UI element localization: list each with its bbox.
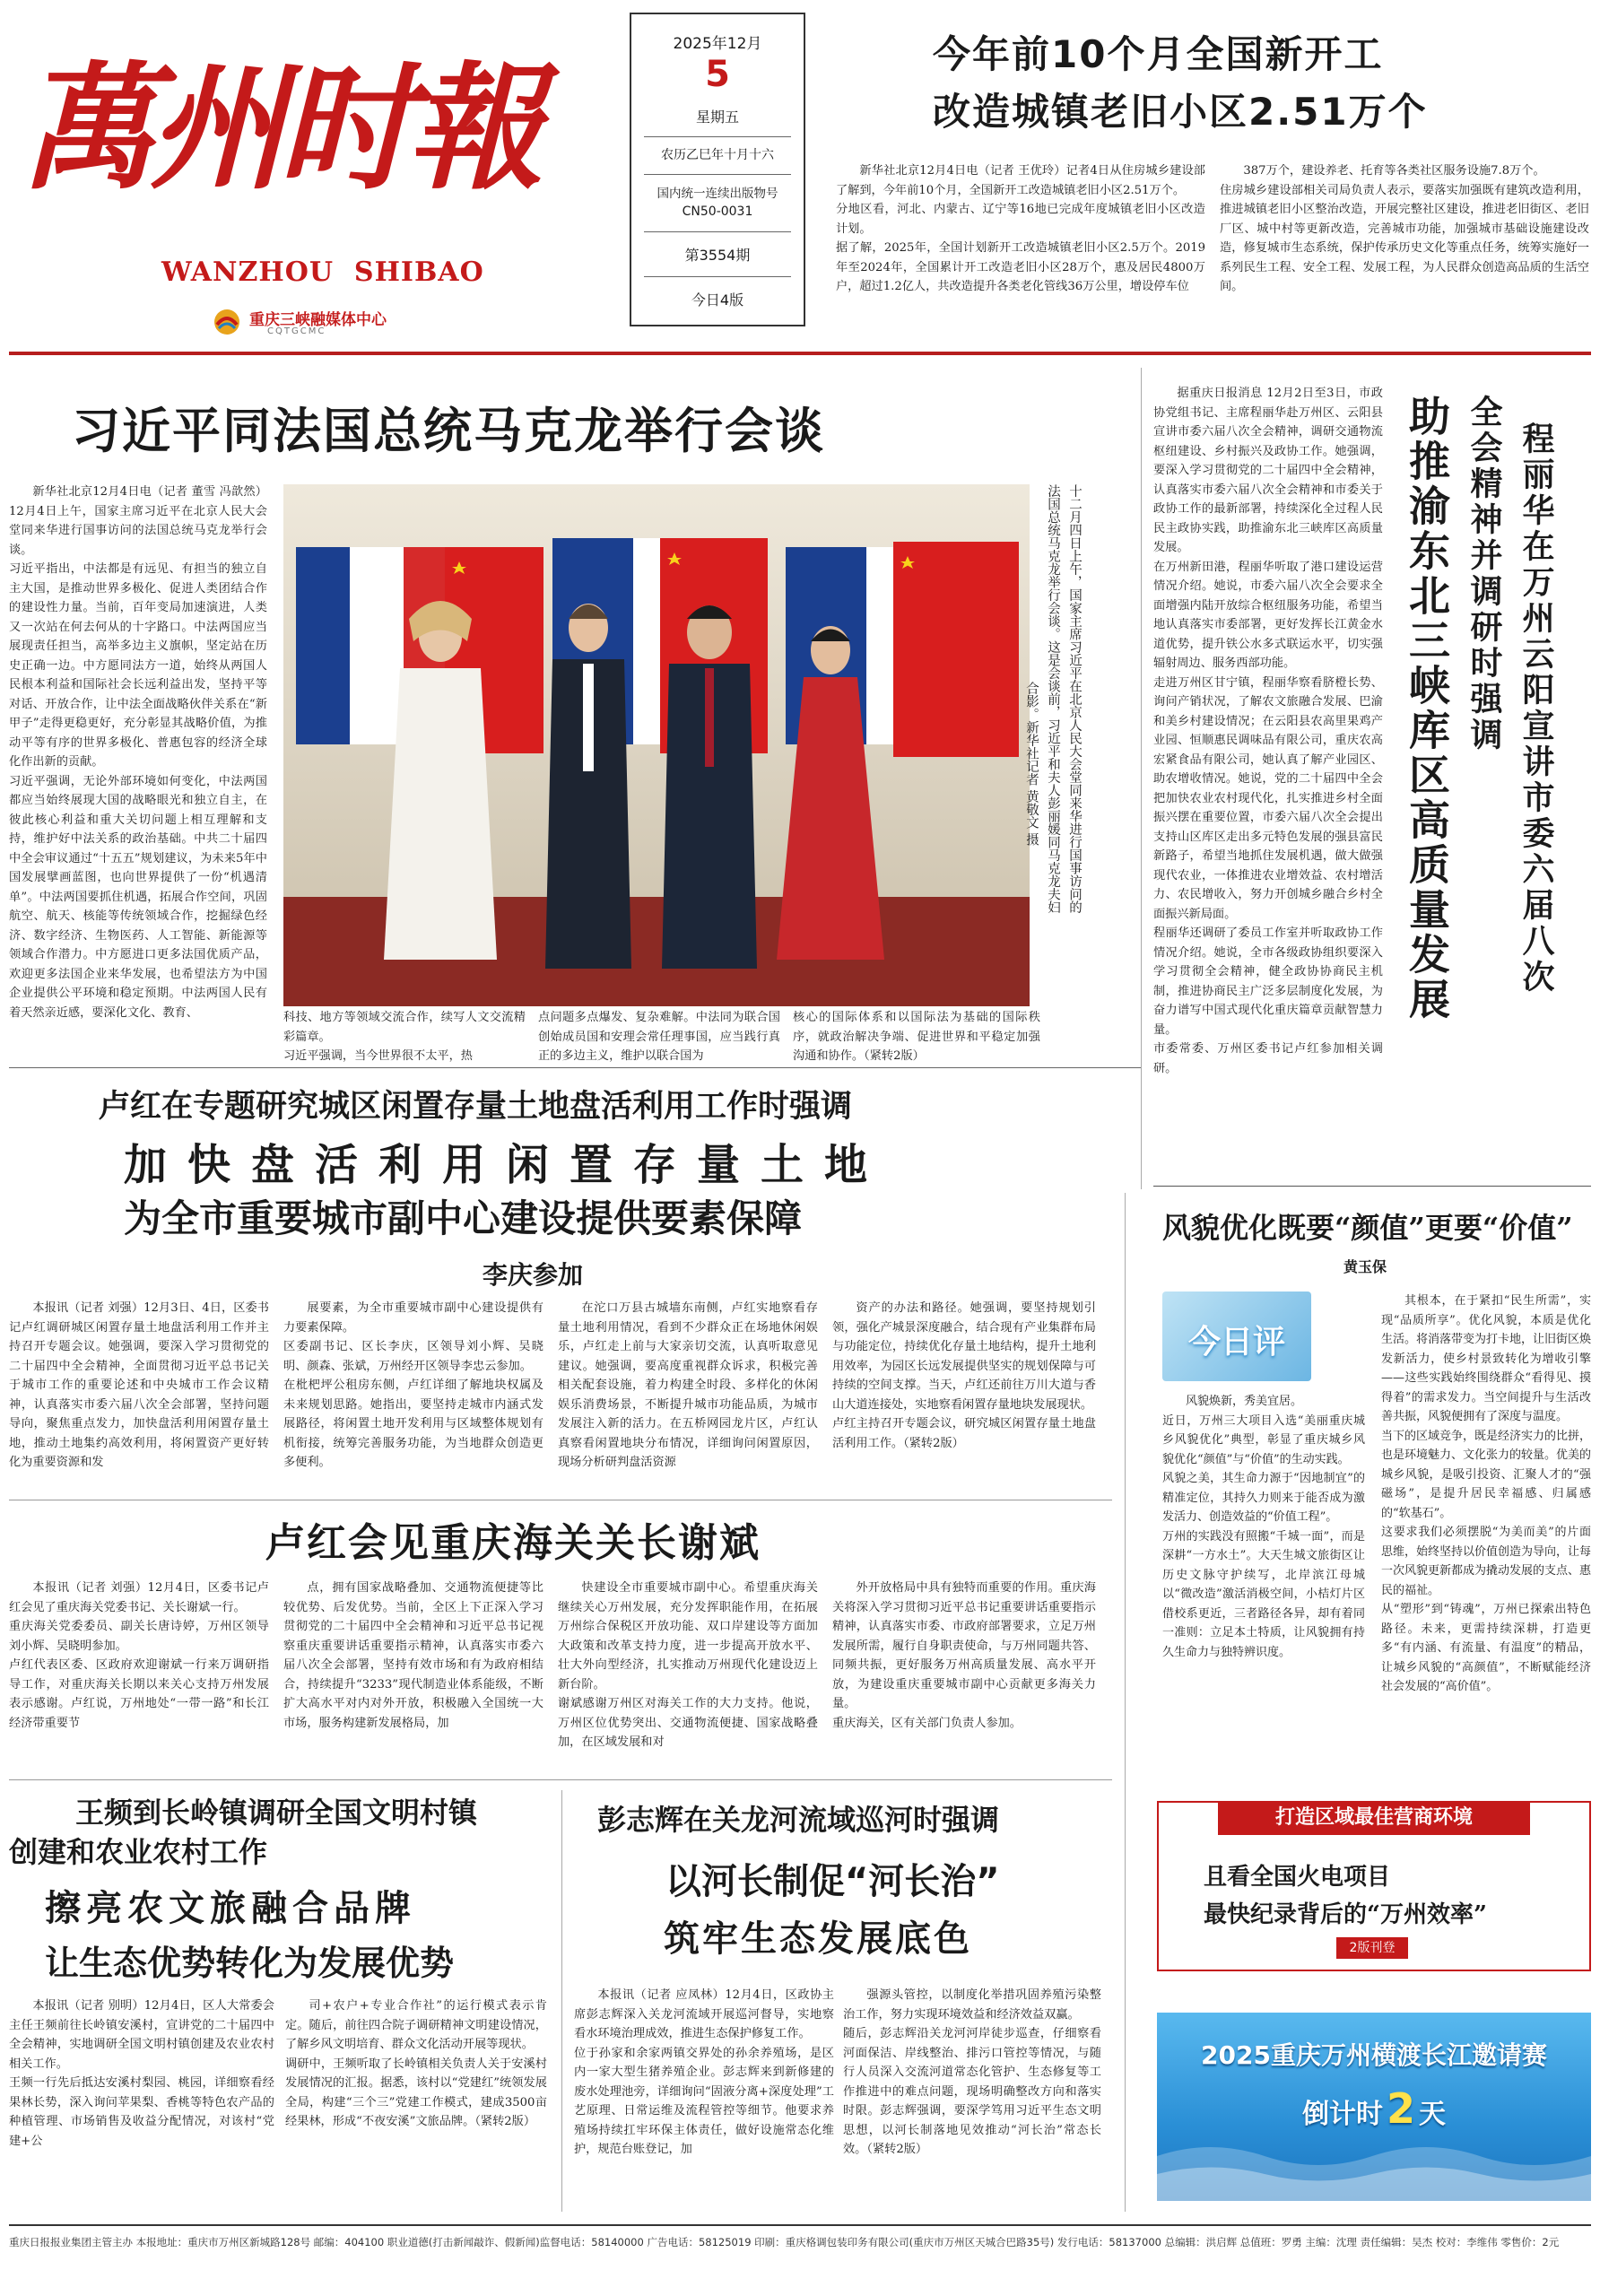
peng-col-1: 本报讯（记者 应凤林）12月4日，区政协主席彭志辉深入关龙河流域开展巡河督导，实地察看水环境治理成效，推进生态保护修复工作。 位于孙家和余家两镇交界处的孙余养殖场，是区内一家大型生猪养殖企业。彭志辉来到新修建的废水处理池旁，详细询问“固液分离+深度处理”工艺原理、日常运维及流程管控等细节。他要求养殖场持续扛牢环保主体责任，做好设施常态化维护，规范台账登记，加: [574, 1988, 834, 2156]
luhong-land-headline-1: 加快盘活利用闲置存量土地: [124, 1140, 889, 1190]
swim-countdown: [1157, 2084, 1591, 2133]
xi-photo-caption-3: 合影。新华社记者 黄敬文 摄: [1024, 682, 1039, 847]
luhong-land-sub: 李庆参加: [483, 1260, 584, 1290]
chengli-subhead-right: 程丽华在万州云阳宣讲市委六届八次: [1517, 422, 1555, 996]
xi-bottom-col-1: 科技、地方等领域交流合作，续写人文交流精彩篇章。 习近平强调，当今世界很不太平，热: [283, 1011, 526, 1063]
luhong-customs-col-4: 外开放格局中具有独特而重要的作用。重庆海关将深入学习贯彻习近平总书记重要讲话重要指示精神，认真落实市委、市政府部署要求，立足万州发展所需，履行自身职责使命，与万州同题共答、同频共振，更好服务万州高质量发展、高水平开放，为建设重庆重要城市副中心贡献更多海关力量。 重庆海关，区有关部门负责人参加。: [832, 1581, 1096, 1730]
commentary-col-1: 风貌焕新，秀美宜居。 近日，万州三大项目入选“美丽重庆城乡风貌优化”典型，彰显了重庆城乡风貌优化“颜值”与“价值”的生动实践。 风貌之美，其生命力源于“因地制宜”的精准定位，其持久力则来于能否成为激发活力、创造效益的“价值工程”。 万州的实践没有照搬“千城一面”，而是深耕“一方水土”。大天生城文旅街区让历史文脉守护续写，北岸滨江母城以“微改造”激活消极空间，小桔灯片区借校系更近，三者路径各异，却有着同一准则：立足本土特质，让风貌拥有持久生命力与独特辨识度。: [1162, 1395, 1365, 1659]
xi-bottom-col-3: 核心的国际体系和以国际法为基础的国际秩序，就政治解决争端、促进世界和平稳定加强沟通和协作。（紧转2版）: [793, 1011, 1040, 1063]
promo-line-2: 最快纪录背后的“万州效率”: [1204, 1901, 1487, 1928]
media-center-name: 重庆三峡融媒体中心: [249, 311, 387, 329]
luhong-customs-col-1: 本报讯（记者 刘强）12月4日，区委书记卢红会见了重庆海关党委书记、关长谢斌一行。 重庆海关党委委员、副关长唐诗婷，万州区领导刘小辉、吴晓明参加。 卢红代表区委、区政府欢迎谢斌一行来万调研指导工作，对重庆海关长期以来关心支持万州发展表示感谢。卢红说，万州地处“一带一路”和长江经济带重要节: [9, 1581, 269, 1730]
luhong-land-col-2: 展要素，为全市重要城市副中心建设提供有力要素保障。 区委副书记、区长李庆，区领导刘小辉、吴晓明、颜森、张斌，万州经开区领导李忠云参加。 在枇杷坪公租房东侧，卢红详细了解地块权属及未来规划思路。她指出，要坚持走城市内涵式发展路径，将闲置土地开发利用与区域整体规划有机衔接，统筹完善服务功能，为当地群众创造更多便利。: [283, 1301, 543, 1469]
issue-lunar: 农历乙巳年十月十六: [661, 148, 774, 162]
luhong-customs-col-2: 点，拥有国家战略叠加、交通物流便捷等比较优势、后发优势。当前，全区上下正深入学习贯彻党的二十届四中全会精神和习近平总书记视察重庆重要讲话重要指示精神，认真落实市委六届八次全会部署，坚持有效市场和有为政府相结合，持续提升“3233”现代制造业体系能级，不断扩大高水平对内对外开放，积极融入全国统一大市场，服务构建新发展格局，加: [283, 1581, 543, 1730]
commentary-col-2: 其根本，在于紧扣“民生所需”，实现“品质所享”。优化风貌，本质是优化生活。将消落带变为打卡地，让旧街区焕发新活力，使乡村景致转化为增收引擎——这些实践始终围绕群众“看得见、摸得着”的需求发力。当空间提升与生活改善共振，风貌便拥有了深度与温度。 当下的区域竞争，既是经济实力的比拼，也是环境魅力、文化张力的较量。优美的城乡风貌，是吸引投资、汇聚人才的“强磁场”，是提升居民幸福感、归属感的“软基石”。 这要求我们必须摆脱“为美而美”的片面思维，始终坚持以价值创造为导向，让每一次风貌更新都成为撬动发展的支点、惠民的福祉。 从“塑形”到“铸魂”，万州已探索出特色路径。未来，更需持续深耕，打造更多“有内涵、有流量、有温度”的精品，让城乡风貌的“高颜值”，不断赋能经济社会发展的“高价值”。: [1381, 1294, 1591, 1693]
peng-headline-2: 筑牢生态发展底色: [664, 1918, 972, 1960]
peng-subhead: 彭志辉在关龙河流域巡河时强调: [597, 1803, 1000, 1837]
swim-title: 2025重庆万州横渡长江邀请赛: [1201, 2040, 1547, 2070]
commentary-badge: [1162, 1292, 1311, 1381]
luhong-land-col-4: 资产的办法和路径。她强调，要坚持规划引领，强化产城景深度融合，结合现有产业集群布局与功能定位，持续优化存量土地结构，提升土地利用效率，为园区长远发展提供坚实的规划保障与可持续的空间支撑。当天，卢红还前往万川大道与香山大道连接处，实地察看闲置存量地块发展现状。 卢红主持召开专题会议，研究城区闲置存量土地盘活利用工作。（紧转2版）: [832, 1301, 1096, 1450]
xi-bottom-col-2: 点问题多点爆发、复杂难解。中法同为联合国创始成员国和安理会常任理事国，应当践行真正的多边主义，维护以联合国为: [538, 1011, 780, 1063]
wangpin-col-1: 本报讯（记者 别明）12月4日，区人大常委会主任王频前往长岭镇安溪村，宣讲党的二十届四中全会精神，实地调研全国文明村镇创建及农业农村相关工作。 王频一行先后抵达安溪村梨园、桃园，详细察看经果林长势，深入询问苹果梨、香桃等特色农产品的种植管理、市场销售及收益分配情况，对该村“党建+公: [9, 1999, 274, 2148]
luhong-land-headline-2: 为全市重要城市副中心建设提供要素保障: [124, 1196, 803, 1240]
meeting-photo-illustration: [283, 484, 1030, 1006]
wangpin-subhead-2: 创建和农业农村工作: [9, 1835, 268, 1869]
luhong-customs-col-3: 快建设全市重要城市副中心。希望重庆海关继续关心万州发展，充分发挥职能作用，在拓展万州综合保税区开放功能、双口岸建设等方面加大政策和改革支持力度，进一步提高开放水平、壮大外向型经济，扎实推动万州现代化建设迈上新台阶。 谢斌感谢万州区对海关工作的大力支持。他说，万州区位优势突出、交通物流便捷、国家战略叠加，在区域发展和对: [558, 1581, 818, 1749]
commentary-badge-text: 今日评: [1187, 1324, 1285, 1361]
wangpin-col-2: 司+农户+专业合作社”的运行模式表示肯定。随后，前往四合院子调研精神文明建设情况，了解乡风文明培育、群众文化活动开展等现状。 调研中，王频听取了长岭镇相关负责人关于安溪村发展情况的汇报。据悉，该村以“党建红”统领发展全局，构建“三个三”党建工作模式，建成3500亩经果林，形成“不夜安溪”文旅品牌。（紧转2版）: [285, 1999, 547, 2128]
issue-pages: 今日4版: [691, 291, 744, 309]
chengli-subhead-mid: 全会精神并调研时强调: [1465, 395, 1503, 753]
xi-headline: 习近平同法国总统马克龙举行会谈: [72, 403, 825, 459]
commentary-headline: 风貌优化既要“颜值”更要“价值”: [1162, 1211, 1573, 1245]
issue-number: 第3554期: [684, 247, 751, 264]
wangpin-headline-1: 擦亮农文旅融合品牌: [45, 1888, 416, 1929]
xi-photo-caption-1: 十二月四日上午，国家主席习近平在北京人民大会堂同来华进行国事访问的: [1067, 484, 1082, 914]
wangpin-headline-2: 让生态优势转化为发展优势: [45, 1944, 455, 1983]
footer-info: 重庆日报报业集团主管主办 本报地址：重庆市万州区新城路128号 邮编：404100 职业道德(打击新闻敲诈、假新闻)监督电话：58140000 广告电话：58125019 印刷：重庆格调包装印务有限公司(重庆市万州区天城合巴路35号) 发行电话：58137000 总编辑：洪启辉 总值班：罗勇 主编：沈理 责任编辑：吴杰 校对：李维伟 零售价：2元: [9, 2236, 1560, 2248]
issue-weekday: 星期五: [695, 109, 739, 126]
xi-macron-photo: [283, 484, 1030, 1006]
divider: [1153, 1186, 1591, 1187]
swim-countdown-pre: 倒计时: [1301, 2099, 1383, 2130]
swim-banner[interactable]: [1157, 2013, 1591, 2201]
chengli-text: 据重庆日报消息 12月2日至3日，市政协党组书记、主席程丽华赴万州区、云阳县宣讲市委六届八次全会精神，调研交通物流枢纽建设、乡村振兴及政协工作。她强调，要深入学习贯彻党的二十届四中全会精神，认真落实市委六届八次全会精神和市委关于政协工作的最新部署，持续深化全过程人民民主政协实践，助推渝东北三峡库区高质量发展。 在万州新田港，程丽华听取了港口建设运营情况介绍。她说，市委六届八次全会要求全面增强内陆开放综合枢纽服务功能，希望当地认真落实市委部署，更好发挥长江黄金水道优势，提升铁公水多式联运水平，切实强辐射周边、服务西部功能。 走进万州区甘宁镇，程丽华察看脐橙长势、询问产销状况，了解农文旅融合发展、巴渝和美乡村建设情况；在云阳县农高里果鸡产业园、恒顺惠民调味品有限公司，重庆农高宏紧食品有限公司，她认真了解产业园区、助农增收情况。她说，党的二十届四中全会把加快农业农村现代化，扎实推进乡村全面振兴摆在重要位置，市委六届八次全会提出支持山区库区走出多元特色发展的强县富民新路子，希望当地抓住发展机遇，做大做强现代农业，一体推进农业增效益、农村增活力、农民增收入，努力开创城乡融合乡村全面振兴新局面。 程丽华还调研了委员工作室并听取政协工作情况介绍。她说，全市各级政协组织要深入学习贯彻全会精神，健全政协协商民主机制，推进协商民主广泛多层制度化发展，为奋力谱写中国式现代化重庆篇章贡献智慧力量。 市委常委、万州区委书记卢红参加相关调研。: [1153, 387, 1383, 1075]
peng-headline-1: 以河长制促“河长治”: [665, 1861, 1000, 1902]
divider: [9, 1067, 1141, 1068]
divider: [561, 1790, 562, 2212]
top-story-col-2: 387万个，建设养老、托育等各类社区服务设施7.8万个。 住房城乡建设部相关司局负责人表示，要落实加强既有建筑改造利用，推进城镇老旧小区整治改造，开展完整社区建设，推进老旧街区、老旧厂区、城中村等更新改造，完善城市功能，加强城市基础设施建设改造，修复城市生态系统，保护传承历史文化等重点任务，统筹实施好一系列民生工程、安全工程、发展工程，为人民群众创造高品质的生活空间。: [1220, 164, 1589, 293]
xi-col-1: 新华社北京12月4日电（记者 董雪 冯歆然）12月4日上午，国家主席习近平在北京人民大会堂同来华进行国事访问的法国总统马克龙举行会谈。 习近平指出，中法都是有远见、有担当的独立自主大国，是推动世界多极化、促进人类团结合作的建设性力量。当前，百年变局加速演进，人类又一次站在何去何从的十字路口。中法两国应当展现责任担当，高举多边主义旗帜，坚定站在历史正确一边。中方愿同法方一道，始终从两国人民根本利益和国际社会长远利益出发，坚持平等对话、开放合作，让中法全面战略伙伴关系在“新甲子”走得更稳更好，充分彰显其战略价值，为推动平等有序的世界多极化、普惠包容的经济全球化作出新的贡献。 习近平强调，无论外部环境如何变化，中法两国都应当始终展现大国的战略眼光和独立自主，在彼此核心利益和重大关切问题上相互理解和支持，维护好中法关系的政治基础。中共二十届四中全会审议通过“十五五”规划建议，为未来5年中国发展擘画蓝图，也向世界提供了一份“机遇清单”。中法两国要抓住机遇，拓展合作空间，巩固航空、航天、核能等传统领域合作，挖掘绿色经济、数字经济、生物医药、人工智能、新能源等领域合作潜力。中方愿进口更多法国优质产品，欢迎更多法国企业来华发展，也希望法方为中国企业提供公平环境和稳定预期。中法两国人民有着天然亲近感，要深化文化、教育、: [9, 485, 267, 1020]
commentary-author: 黄玉保: [1343, 1258, 1387, 1275]
masthead-logo: 萬州时報: [20, 48, 536, 208]
top-story-headline-1: 今年前10个月全国新开工: [933, 32, 1384, 76]
swim-countdown-post: 天: [1419, 2099, 1446, 2130]
swim-countdown-number: 2: [1386, 2084, 1415, 2133]
luhong-land-subhead: 卢红在专题研究城区闲置存量土地盘活利用工作时强调: [99, 1088, 853, 1125]
masthead-pinyin: WANZHOU SHIBAO: [161, 257, 484, 288]
top-story-headline-2: 改造城镇老旧小区2.51万个: [933, 90, 1428, 134]
media-center-icon: [212, 307, 242, 337]
xi-photo-caption-2: 法国总统马克龙举行会谈。这是会谈前，习近平和夫人彭丽媛同马克龙夫妇: [1046, 484, 1060, 914]
issue-info-box: [630, 13, 805, 326]
promo-line-1: 且看全国火电项目: [1204, 1864, 1391, 1891]
issue-day: 5: [705, 54, 730, 95]
masthead-rule: [9, 352, 1591, 355]
peng-col-2: 强源头管控，以制度化举措巩固养殖污染整治工作，努力实现环境效益和经济效益双赢。 随后，彭志辉沿关龙河河岸徒步巡查，仔细察看河面保洁、岸线整治、排污口管控等情况，与随行人员深入交流河道常态化管护、生态修复等工作推进中的难点问题，现场明确整改方向和落实时限。彭志辉强调，要深学笃用习近平生态文明思想，以河长制落地见效推动“河长治”常态长效。（紧转2版）: [843, 1988, 1101, 2156]
chengli-headline-main: 助推渝东北三峡库区高质量发展: [1403, 395, 1451, 1022]
media-center-logo: [212, 307, 481, 343]
media-center-abbr: CQTGCMC: [267, 326, 326, 336]
promo-label: 打造区域最佳营商环境: [1218, 1801, 1530, 1835]
divider: [1141, 368, 1142, 1189]
luhong-land-col-3: 在沱口万县古城墙东南侧，卢红实地察看存量土地利用情况，看到不少群众正在场地休闲娱乐，卢红走上前与大家亲切交流，认真听取意见建议。她强调，要高度重视群众诉求，积极完善相关配套设施，着力构建全时段、多样化的休闲娱乐消费场景，不断提升城市功能品质，为城市发展注入新的活力。在五桥网园龙片区，卢红认真察看闲置地块分布情况，详细询问闲置原因，现场分析研判盘活资源: [558, 1301, 818, 1469]
issue-cn-number: CN50-0031: [682, 204, 753, 219]
luhong-customs-headline: 卢红会见重庆海关关长谢斌: [265, 1520, 761, 1566]
divider: [1125, 1193, 1126, 2212]
issue-cn-label: 国内统一连续出版物号: [657, 187, 778, 201]
promo-tag: 2版刊登: [1336, 1937, 1408, 1959]
promo-box[interactable]: [1157, 1801, 1591, 1971]
divider: [9, 1779, 1112, 1780]
issue-year-month: 2025年12月: [673, 35, 762, 53]
footer-rule: [9, 2224, 1591, 2226]
luhong-land-col-1: 本报讯（记者 刘强）12月3日、4日，区委书记卢红调研城区闲置存量土地盘活利用工作并主持召开专题会议。她强调，要深入学习贯彻党的二十届四中全会精神，全面贯彻习近平总书记关于城市工作的重要论述和中央城市工作会议精神，认真落实市委六届八次全会部署，坚持问题导向，聚焦重点发力，加快盘活利用闲置存量土地，推动土地集约高效利用，将闲置资产更好转化为重要资源和发: [9, 1301, 269, 1469]
top-story-col-1: 新华社北京12月4日电（记者 王优玲）记者4日从住房城乡建设部了解到，今年前10个月，全国新开工改造城镇老旧小区2.51万个。 分地区看，河北、内蒙古、辽宁等16地已完成年度城镇老旧小区改造计划。 据了解，2025年，全国计划新开工改造城镇老旧小区2.5万个。2019年至2024年，全国累计开工改造老旧小区28万个，惠及居民4800万户，超过1.2亿人，共改造提升各类老化管线36万公里，增设停车位: [836, 164, 1205, 293]
wangpin-subhead-1: 王频到长岭镇调研全国文明村镇: [75, 1796, 478, 1830]
